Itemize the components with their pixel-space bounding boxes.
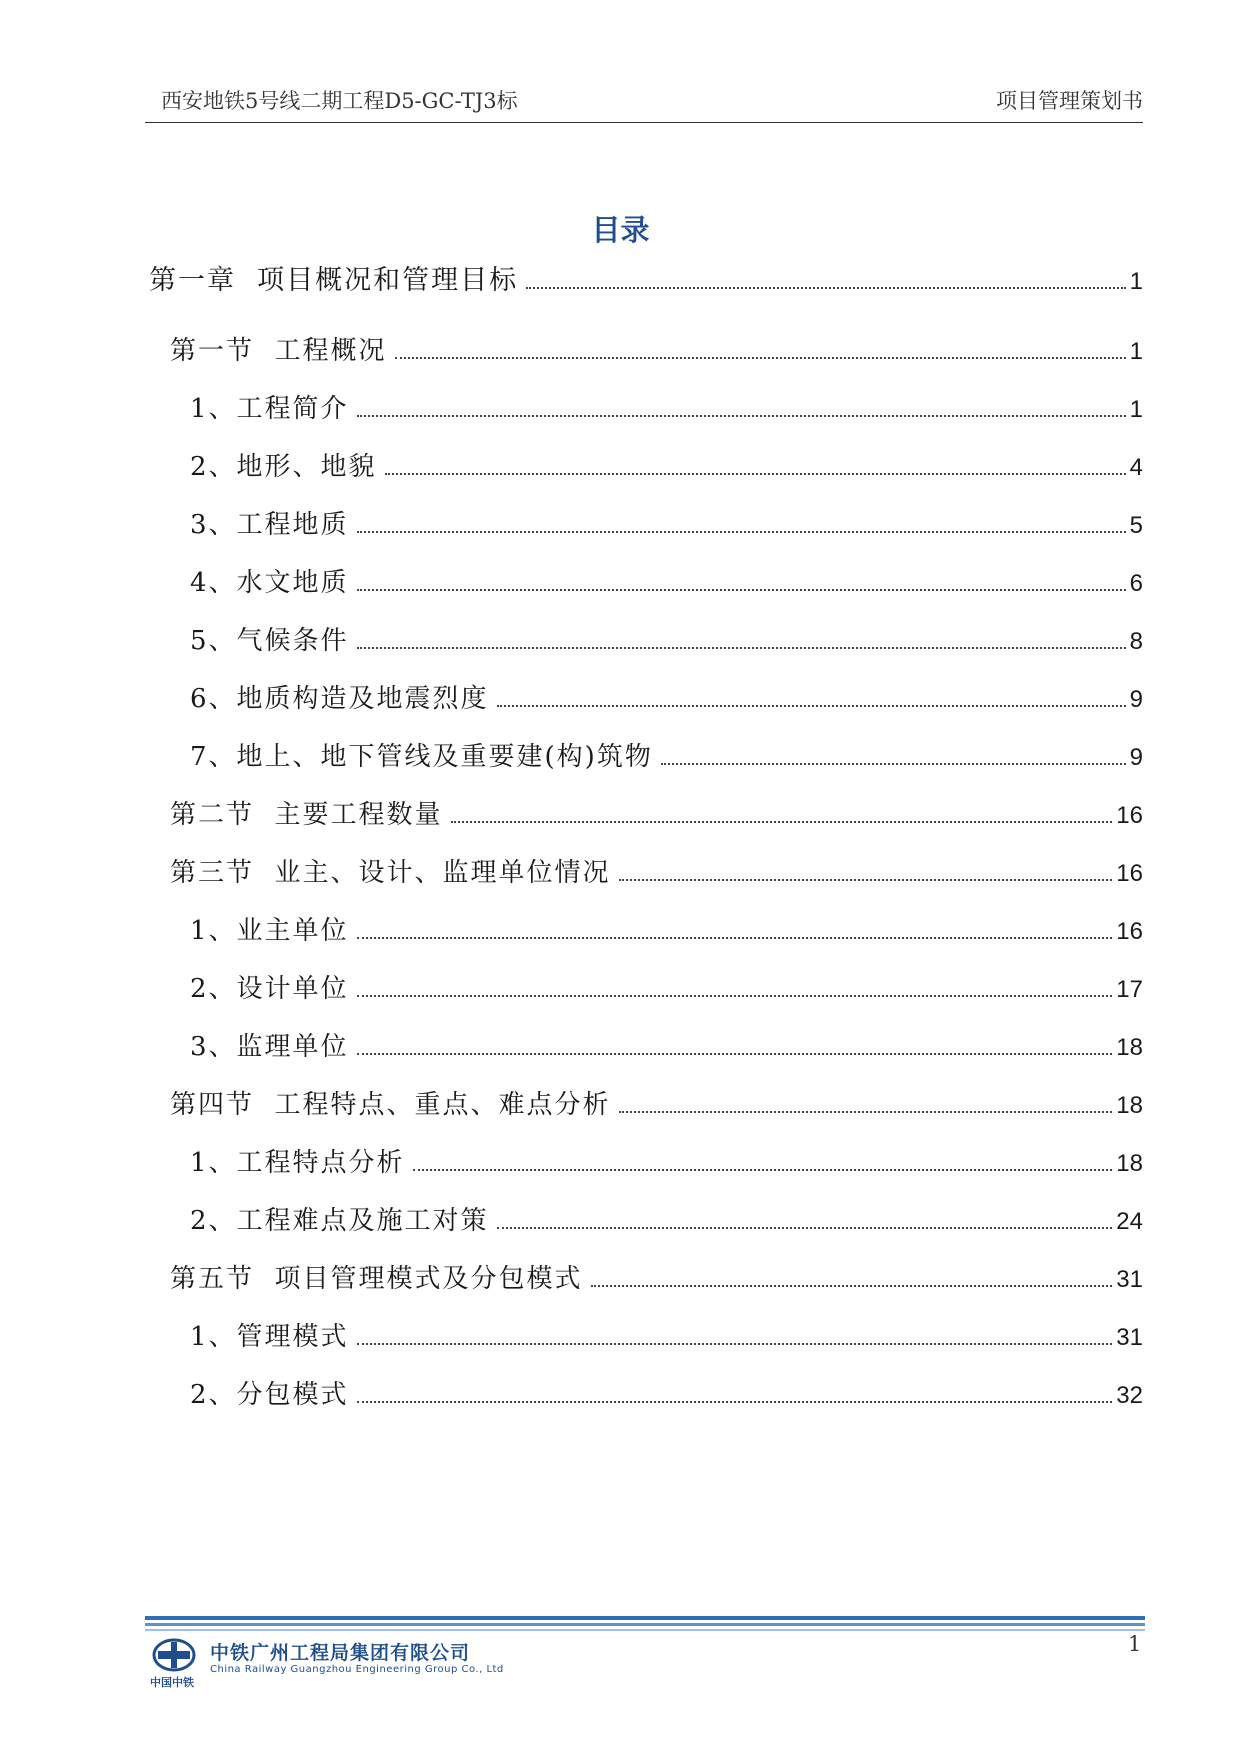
toc-entry-label: 第三节 业主、设计、监理单位情况 — [170, 858, 611, 888]
toc-entry-label: 1、工程特点分析 — [190, 1148, 405, 1178]
toc-entry[interactable] — [190, 1316, 1143, 1356]
toc-entry-label: 3、工程地质 — [190, 510, 349, 540]
toc-entry[interactable] — [190, 620, 1143, 660]
toc-entry-label: 第四节 工程特点、重点、难点分析 — [170, 1090, 611, 1120]
toc-dot-leader — [619, 878, 1113, 881]
toc-entry[interactable] — [190, 504, 1143, 544]
toc-entry-page: 9 — [1129, 744, 1143, 771]
toc-entry-label: 3、监理单位 — [190, 1032, 349, 1062]
header-document-title: 项目管理策划书 — [996, 89, 1143, 113]
toc-entry[interactable] — [190, 388, 1143, 428]
toc-entry[interactable] — [190, 910, 1143, 950]
toc-dot-leader — [357, 530, 1126, 533]
toc-dot-leader — [451, 820, 1113, 823]
toc-dot-leader — [385, 472, 1126, 475]
toc-dot-leader — [357, 1342, 1113, 1345]
toc-dot-leader — [395, 356, 1126, 359]
header-project-title: 西安地铁5号线二期工程D5-GC-TJ3标 — [161, 89, 518, 113]
toc-dot-leader — [357, 414, 1126, 417]
toc-dot-leader — [526, 286, 1125, 289]
toc-entry-page: 16 — [1116, 918, 1143, 945]
toc-entry-label: 第五节 项目管理模式及分包模式 — [170, 1264, 583, 1294]
toc-entry-label: 4、水文地质 — [190, 568, 349, 598]
logo-caption: 中国中铁 — [150, 1676, 194, 1689]
toc-entry-label: 1、管理模式 — [190, 1322, 349, 1352]
toc-entry-label: 1、业主单位 — [190, 916, 349, 946]
toc-entry-page: 16 — [1116, 860, 1143, 887]
toc-entry-label: 第一节 工程概况 — [170, 336, 387, 366]
toc-dot-leader — [661, 762, 1126, 765]
toc-dot-leader — [619, 1110, 1113, 1113]
toc-entry-label: 5、气候条件 — [190, 626, 349, 656]
toc-entry-label: 6、地质构造及地震烈度 — [190, 684, 489, 714]
toc-entry[interactable] — [170, 1084, 1143, 1124]
toc-entry[interactable] — [190, 1200, 1143, 1240]
toc-entry[interactable] — [190, 562, 1143, 602]
toc-entry-page: 8 — [1129, 628, 1143, 655]
toc-dot-leader — [497, 704, 1126, 707]
toc-entry[interactable] — [190, 1026, 1143, 1066]
toc-entry-page: 17 — [1116, 976, 1143, 1003]
toc-dot-leader — [413, 1168, 1113, 1171]
company-name-cn: 中铁广州工程局集团有限公司 — [210, 1642, 471, 1664]
toc-entry[interactable] — [190, 1142, 1143, 1182]
toc-dot-leader — [357, 1400, 1113, 1403]
toc-entry-page: 1 — [1129, 268, 1143, 295]
toc-dot-leader — [357, 1052, 1113, 1055]
toc-dot-leader — [357, 936, 1113, 939]
toc-entry-page: 16 — [1116, 802, 1143, 829]
toc-entry-label: 第二节 主要工程数量 — [170, 800, 443, 830]
toc-entry[interactable] — [190, 678, 1143, 718]
toc-entry-label: 2、分包模式 — [190, 1380, 349, 1410]
toc-entry-page: 1 — [1129, 396, 1143, 423]
toc-entry-page: 5 — [1129, 512, 1143, 539]
toc-entry[interactable] — [190, 736, 1143, 776]
toc-entry[interactable] — [190, 446, 1143, 486]
toc-entry-page: 9 — [1129, 686, 1143, 713]
toc-title: 目录 — [591, 213, 650, 247]
toc-dot-leader — [357, 994, 1113, 997]
toc-entry[interactable] — [190, 968, 1143, 1008]
page-header — [145, 86, 1143, 123]
toc-dot-leader — [357, 588, 1126, 591]
toc-entry-page: 4 — [1129, 454, 1143, 481]
toc-entry-label: 7、地上、地下管线及重要建(构)筑物 — [190, 742, 653, 772]
toc-entry[interactable] — [170, 1258, 1143, 1298]
toc-entry-page: 18 — [1116, 1034, 1143, 1061]
toc-entry-page: 32 — [1116, 1382, 1143, 1409]
toc-dot-leader — [591, 1284, 1113, 1287]
toc-entry-page: 18 — [1116, 1150, 1143, 1177]
toc-entry[interactable] — [190, 1374, 1143, 1414]
toc-entry[interactable] — [170, 794, 1143, 834]
page-number: 1 — [1128, 1632, 1142, 1656]
toc-entry-page: 18 — [1116, 1092, 1143, 1119]
toc-entry-label: 1、工程简介 — [190, 394, 349, 424]
toc-entry-label: 2、地形、地貌 — [190, 452, 377, 482]
toc-entry-page: 6 — [1129, 570, 1143, 597]
toc-entry-label: 第一章 项目概况和管理目标 — [149, 265, 519, 296]
toc-entry-page: 31 — [1116, 1266, 1143, 1293]
toc-entry[interactable] — [170, 852, 1143, 892]
toc-dot-leader — [357, 646, 1126, 649]
toc-entry-page: 24 — [1116, 1208, 1143, 1235]
toc-entry-page: 1 — [1129, 338, 1143, 365]
toc-dot-leader — [497, 1226, 1113, 1229]
toc-entry-label: 2、设计单位 — [190, 974, 349, 1004]
toc-entry-label: 2、工程难点及施工对策 — [190, 1206, 489, 1236]
footer-rule — [145, 1616, 1145, 1640]
company-name-en: China Railway Guangzhou Engineering Group Co., Ltd — [210, 1664, 504, 1675]
crec-logo-icon — [152, 1638, 196, 1672]
toc-entry[interactable] — [170, 330, 1143, 370]
toc-entry[interactable] — [149, 258, 1143, 298]
toc-entry-page: 31 — [1116, 1324, 1143, 1351]
